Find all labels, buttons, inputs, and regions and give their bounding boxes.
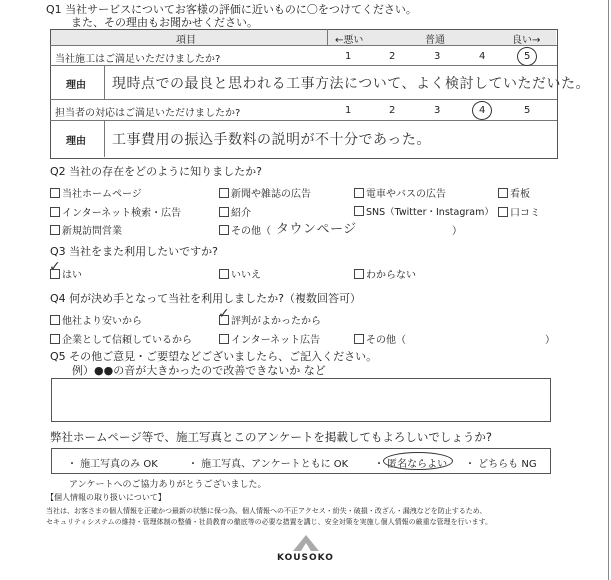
row1-scale-3[interactable]: 3 (434, 51, 441, 62)
q3-option-unsure[interactable]: わからない (354, 266, 416, 281)
q4-option-trust[interactable]: 企業として信頼しているから (50, 331, 192, 346)
publish-question: 弊社ホームページ等で、施工写真とこのアンケートを掲載してもよろしいでしょうか? (50, 430, 492, 444)
row1-scale-4[interactable]: 4 (479, 51, 486, 62)
q1-row1-question: 当社施工はご満足いただけましたか? (55, 54, 221, 65)
checkbox-icon[interactable] (50, 225, 60, 235)
row2-scale-2[interactable]: 2 (389, 105, 396, 116)
checkbox-icon[interactable] (354, 334, 364, 344)
q5-answer-box[interactable] (51, 378, 551, 422)
reason2-label: 理由 (66, 136, 86, 147)
q2-option-sns[interactable]: SNS（Twitter・Instagram） (354, 204, 494, 218)
q4-option-other[interactable]: その他（ (354, 331, 406, 346)
row2-scale-1[interactable]: 1 (345, 105, 352, 116)
q3-title: Q3 当社をまた利用したいですか? (50, 245, 218, 258)
checkbox-icon[interactable] (50, 188, 60, 198)
q5-example: 例）●●の音が大きかったので改善できないか など (72, 364, 326, 377)
row1-selected-circle (517, 47, 537, 66)
q2-option-internet[interactable]: インターネット検索・広告 (50, 204, 181, 219)
q1-title: Q1 当社サービスについてお客様の評価に近いものに〇をつけてください。 (46, 3, 417, 16)
header-normal: 普通 (425, 35, 445, 46)
checkmark-icon: ✓ (49, 259, 61, 275)
thanks-text: アンケートへのご協力ありがとうございました。 (69, 480, 267, 490)
checkbox-icon[interactable] (50, 207, 60, 217)
q2-option-train-bus[interactable]: 電車やバスの広告 (354, 185, 446, 200)
checkbox-icon[interactable] (354, 188, 364, 198)
q4-option-cheaper[interactable]: 他社より安いから (50, 312, 142, 327)
checkbox-icon[interactable] (219, 207, 229, 217)
q2-option-homepage[interactable]: 当社ホームページ (50, 185, 142, 200)
q2-title: Q2 当社の存在をどのように知りましたか? (50, 165, 262, 178)
checkbox-icon[interactable] (498, 207, 508, 217)
publish-option-anonymous[interactable]: ・ 匿名ならよい (374, 459, 448, 470)
privacy-line1: 当社は、お客さまの個人情報を正確かつ最新の状態に保つ為、個人情報への不正アクセス・紛失・破損・改ざん・漏洩などを防止するため、 (46, 507, 487, 515)
publish-selected-circle (383, 452, 453, 470)
q2-option-newspaper[interactable]: 新聞や雑誌の広告 (219, 185, 311, 200)
privacy-heading: 【個人情報の取り扱いについて】 (46, 493, 166, 502)
publish-option-both[interactable]: ・ 施工写真、アンケートともに OK (188, 459, 349, 470)
checkbox-icon[interactable] (354, 269, 364, 279)
row1-scale-5[interactable]: 5 (524, 51, 531, 62)
q2-option-signboard[interactable]: 看板 (498, 185, 530, 200)
header-item: 項目 (176, 35, 196, 46)
q2-option-other[interactable]: その他（ (219, 222, 271, 237)
q2-option-referral[interactable]: 紹介 (219, 204, 251, 219)
checkbox-icon[interactable] (219, 225, 229, 235)
q5-title: Q5 その他ご意見・ご要望などございましたら、ご記入ください。 (50, 350, 378, 363)
reason1-answer: 現時点での最良と思われる工事方法について、よく検討していただいた。 (112, 76, 590, 92)
q1-subtitle: また、その理由もお聞かせください。 (71, 16, 258, 29)
q3-option-no[interactable]: いいえ (219, 266, 261, 281)
q2-option-sales-visit[interactable]: 新規訪問営業 (50, 222, 122, 237)
checkbox-icon[interactable] (219, 188, 229, 198)
row1-scale-2[interactable]: 2 (389, 51, 396, 62)
q2-option-word-of-mouth[interactable]: 口コミ (498, 204, 540, 219)
q1-header-row (51, 30, 556, 45)
checkbox-icon[interactable] (219, 269, 229, 279)
q4-option-reputation[interactable]: 評判がよかったから (219, 312, 321, 327)
reason2-answer: 工事費用の振込手数料の説明が不十分であった。 (112, 132, 431, 148)
row2-scale-5[interactable]: 5 (524, 105, 531, 116)
checkbox-icon[interactable] (354, 206, 364, 216)
publish-option-ng[interactable]: ・ どちらも NG (465, 459, 537, 470)
publish-option-photo-only[interactable]: ・ 施工写真のみ OK (67, 459, 158, 470)
row1-scale-1[interactable]: 1 (345, 51, 352, 62)
company-logo-icon (288, 534, 324, 552)
q2-close-paren: ） (452, 226, 462, 237)
header-good: 良い→ (512, 35, 541, 46)
q3-option-yes[interactable]: はい (50, 266, 82, 281)
q1-row2-question: 担当者の対応はご満足いただけましたか? (55, 108, 241, 119)
q4-title: Q4 何が決め手となって当社を利用しましたか?（複数回答可） (50, 292, 361, 305)
q4-option-internet-ad[interactable]: インターネット広告 (219, 331, 320, 346)
checkmark-icon: ✓ (218, 306, 230, 322)
checkbox-icon[interactable] (50, 315, 60, 325)
q4-close-paren: ） (545, 335, 555, 346)
checkbox-icon[interactable] (50, 334, 60, 344)
q2-other-answer: タウンページ (276, 222, 357, 237)
checkbox-icon[interactable] (498, 188, 508, 198)
checkbox-icon[interactable] (219, 334, 229, 344)
row2-scale-4[interactable]: 4 (479, 105, 486, 116)
company-logo-text: KOUSOKO (277, 553, 334, 563)
row2-selected-circle (472, 101, 492, 120)
privacy-line2: セキュリティシステムの維持・管理体制の整備・社員教育の徹底等の必要な措置を講じ、安全対策を実施し個人情報の厳重な管理を行います。 (46, 518, 493, 526)
header-bad: ←悪い (335, 35, 364, 46)
row2-scale-3[interactable]: 3 (434, 105, 441, 116)
reason1-label: 理由 (66, 80, 86, 91)
